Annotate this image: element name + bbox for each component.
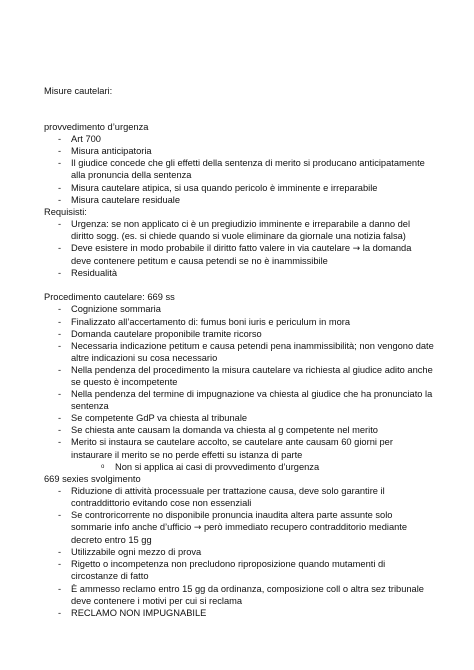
list-item: - Se controricorrente no disponibile pronuncia inaudita altera parte assunte solo sommarie info anche d’ufficio → però immediato recupero contradditorio mediante decreto entro 15 gg xyxy=(58,510,408,546)
list-item: - Misura anticipatoria xyxy=(58,146,152,157)
list-item: - Finalizzato all’accertamento di: fumus boni iuris e periculum in mora xyxy=(58,316,351,327)
section-heading-requisiti: Requisisti: xyxy=(44,206,87,217)
arrow-right-icon: → xyxy=(352,244,361,255)
list-item: - Art 700 xyxy=(58,134,101,145)
arrow-right-icon: → xyxy=(193,523,202,534)
list-item: - Misura cautelare atipica, si usa quando pericolo è imminente e irreparabile xyxy=(58,182,378,193)
list-item: - Se competente GdP va chiesta al tribunale xyxy=(58,413,248,424)
sub-list xyxy=(71,461,434,473)
list-item: - Cognizione sommaria xyxy=(58,304,161,315)
list-item: - Misura cautelare residuale xyxy=(58,194,181,205)
list-item: - Urgenza: se non applicato ci è un pregiudizio imminente e irreparabile a danno del diritto sogg. (es. si chiede quando si vuole eliminare da giornale una notizia falsa) xyxy=(58,218,411,241)
list-item: - Il giudice concede che gli effetti della sentenza di merito si producano anticipatamente alla pronuncia della sentenza xyxy=(58,158,425,181)
list-item: - Rigetto o incompetenza non precludono riproposizione quando mutamenti di circostanze di fatto xyxy=(58,559,386,582)
section-heading-procedimento: Procedimento cautelare: 669 ss xyxy=(44,292,175,303)
list-svolgimento xyxy=(44,485,434,619)
list-item: - Utilizzabile ogni mezzo di prova xyxy=(58,547,202,558)
list-urgenza xyxy=(44,133,434,206)
section-heading-urgenza: provvedimento d’urgenza xyxy=(44,122,149,133)
list-item: - RECLAMO NON IMPUGNABILE xyxy=(58,607,207,618)
list-item: - Riduzione di attività processuale per trattazione causa, deve solo garantire il contraddittorio evitando cose non essenziali xyxy=(58,485,385,508)
list-requisiti xyxy=(44,218,434,279)
list-procedimento xyxy=(44,303,434,472)
list-item: - Residualità xyxy=(58,268,117,279)
list-item: - Nella pendenza del procedimento la misura cautelare va richiesta al giudice adito anche se questo è incompetente xyxy=(58,364,433,387)
page-title: Misure cautelari: xyxy=(44,86,113,96)
list-item: - Se chiesta ante causam la domanda va chiesta al g competente nel merito xyxy=(58,425,378,436)
list-item: - Nella pendenza del termine di impugnazione va chiesta al giudice che ha pronunciato la sentenza xyxy=(58,389,433,412)
section-heading-svolgimento: 669 sexies svolgimento xyxy=(44,473,141,484)
list-item: - Merito si instaura se cautelare accolto, se cautelare ante causam 60 giorni per instaurare il merito se no perde effetti su istanza di parte o Non si applica ai casi di provvedimento d’urgenza xyxy=(44,436,434,472)
list-item: - Necessaria indicazione petitum e causa petendi pena inammissibilità; non vengono date altre indicazioni su cosa necessario xyxy=(58,340,434,363)
sub-list-item: o Non si applica ai casi di provvedimento d’urgenza xyxy=(101,461,320,472)
list-item: - Domanda cautelare proponibile tramite ricorso xyxy=(58,328,262,339)
list-item: - È ammesso reclamo entro 15 gg da ordinanza, composizione coll o altra sez tribunale deve contenere i motivi per cui si reclama xyxy=(58,583,424,606)
list-item: - Deve esistere in modo probabile il diritto fatto valere in via cautelare → la domanda deve contenere petitum e causa petendi se no è inammissibile xyxy=(58,243,412,267)
